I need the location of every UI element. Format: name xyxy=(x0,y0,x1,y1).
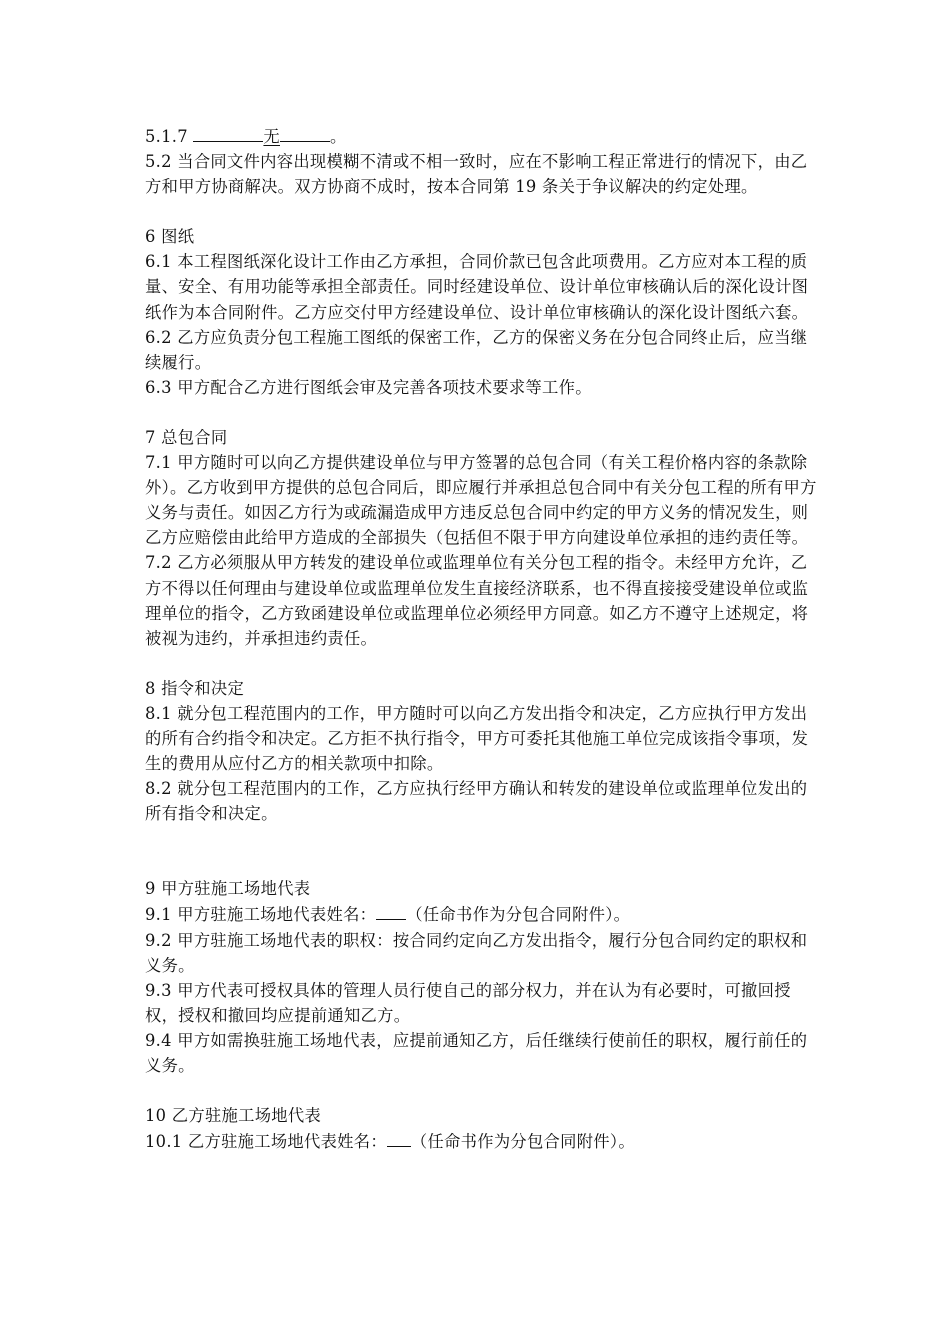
name-blank xyxy=(376,901,406,920)
clause-10-1-label: 10.1 乙方驻施工场地代表姓名： xyxy=(145,1132,387,1152)
blank-underline xyxy=(193,123,263,142)
clause-6-1: 6.1 本工程图纸深化设计工作由乙方承担，合同价款已包含此项费用。乙方应对本工程的质量、安全、有用功能等承担全部责任。同时经建设单位、设计单位审核确认后的深化设计图纸作为本合同附件。乙方应交付甲方经建设单位、设计单位审核确认的深化设计图纸六套。 xyxy=(145,252,809,322)
clause-9-1-label: 9.1 甲方驻施工场地代表姓名： xyxy=(145,905,377,925)
clause-8-2: 8.2 就分包工程范围内的工作，乙方应执行经甲方确认和转发的建设单位或监理单位发出的所有指令和决定。 xyxy=(145,779,808,824)
clause-5-1-7-end: 。 xyxy=(330,127,347,146)
contract-body xyxy=(145,123,817,1154)
section-9-heading: 9 甲方驻施工场地代表 xyxy=(145,879,311,899)
clause-7-1: 7.1 甲方随时可以向乙方提供建设单位与甲方签署的总包合同（有关工程价格内容的条款除外）。乙方收到甲方提供的总包合同后，即应履行并承担总包合同中有关分包工程的所有甲方义务与责任。如因乙方行为或疏漏造成甲方违反总包合同中约定的甲方义务的情况发生，则乙方应赔偿由此给甲方造成的全部损失（包括但不限于甲方向建设单位承担的违约责任等。 xyxy=(145,453,817,548)
section-7-heading: 7 总包合同 xyxy=(145,427,228,447)
section-6-heading: 6 图纸 xyxy=(145,227,195,247)
clause-10-1-note: （任命书作为分包合同附件）。 xyxy=(410,1132,635,1152)
clause-10-1 xyxy=(145,1128,817,1154)
spacer xyxy=(145,199,817,224)
clause-8-1: 8.1 就分包工程范围内的工作，甲方随时可以向乙方发出指令和决定，乙方应执行甲方发出的所有合约指令和决定。乙方拒不执行指令，甲方可委托其他施工单位完成该指令事项，发生的费用从应付乙方的相关款项中扣除。 xyxy=(145,703,809,774)
spacer xyxy=(145,651,817,676)
clause-9-3: 9.3 甲方代表可授权具体的管理人员行使自己的部分权力，并在认为有必要时，可撤回授权，授权和撤回均应提前通知乙方。 xyxy=(145,980,791,1025)
clause-7-2: 7.2 乙方必须服从甲方转发的建设单位或监理单位有关分包工程的指令。未经甲方允许，乙方不得以任何理由与建设单位或监理单位发生直接经济联系，也不得直接接受建设单位或监理单位的指令，乙方致函建设单位或监理单位必须经甲方同意。如乙方不遵守上述规定，将被视为违约，并承担违约责任。 xyxy=(145,553,809,648)
clause-5-2: 5.2 当合同文件内容出现模糊不清或不相一致时，应在不影响工程正常进行的情况下，由乙方和甲方协商解决。双方协商不成时，按本合同第 19 条关于争议解决的约定处理。 xyxy=(145,152,808,197)
clause-5-1-7-number: 5.1.7 xyxy=(145,127,194,146)
section-8-heading: 8 指令和决定 xyxy=(145,678,245,698)
spacer xyxy=(145,400,817,425)
clause-9-1 xyxy=(145,901,817,927)
clause-5-1-7 xyxy=(145,123,817,149)
clause-9-4: 9.4 甲方如需换驻施工场地代表，应提前通知乙方，后任继续行使前任的职权，履行前任的义务。 xyxy=(145,1030,808,1075)
clause-9-2: 9.2 甲方驻施工场地代表的职权：按合同约定向乙方发出指令，履行分包合同约定的职权和义务。 xyxy=(145,930,808,975)
clause-9-1-note: （任命书作为分包合同附件）。 xyxy=(406,905,631,925)
clause-6-3: 6.3 甲方配合乙方进行图纸会审及完善各项技术要求等工作。 xyxy=(145,377,592,397)
clause-5-1-7-value: 无 xyxy=(263,127,280,146)
blank-underline xyxy=(280,123,330,142)
spacer xyxy=(145,1078,817,1103)
name-blank xyxy=(387,1128,411,1147)
section-10-heading: 10 乙方驻施工场地代表 xyxy=(145,1106,322,1126)
spacer xyxy=(145,826,817,876)
clause-6-2: 6.2 乙方应负责分包工程施工图纸的保密工作，乙方的保密义务在分包合同终止后，应当继续履行。 xyxy=(145,327,808,372)
